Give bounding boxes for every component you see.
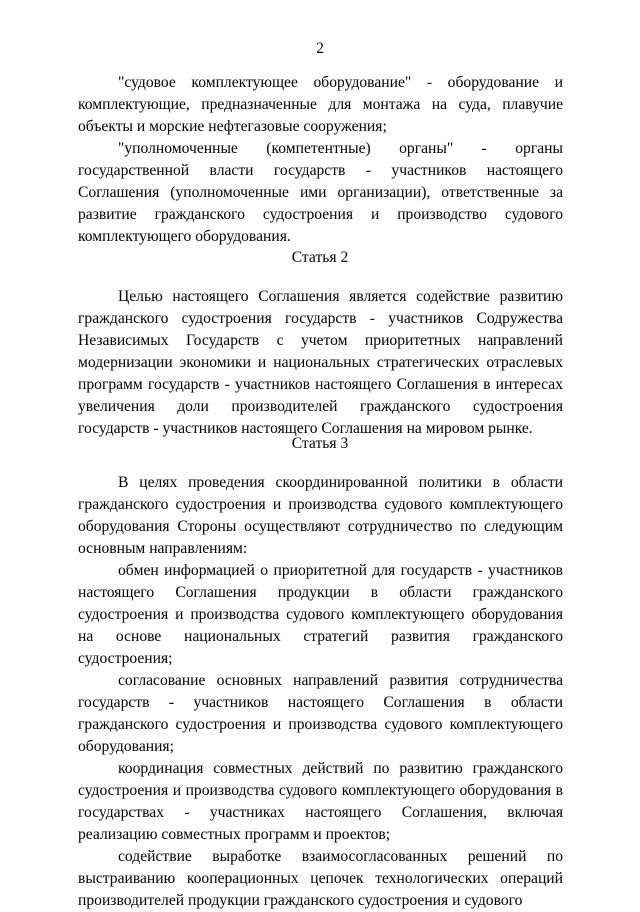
- article-2-heading: Статья 2: [291, 249, 349, 266]
- article-3-heading: Статья 3: [291, 435, 349, 452]
- article-3-item: координация совместных действий по развитию гражданского судостроения и производства судового комплектующего оборудования в государствах - участниках настоящего Соглашения, включая реализацию совместных программ и проектов;: [78, 760, 563, 843]
- definition-authorized-bodies: "уполномоченные (компетентные) органы" - органы государственной власти государств - участников настоящего Соглашения (уполномоченные ими организации), ответственные за развитие гражданского судостроения и производство судового комплектующего оборудования.: [78, 140, 563, 245]
- article-2-body: [78, 286, 563, 440]
- article-2-paragraph: Целью настоящего Соглашения является содействие развитию гражданского судостроения государств - участников Содружества Независимых Государств с учетом приоритетных направлений модернизации экономики и национальных стратегических отраслевых программ государств - участников настоящего Соглашения в интересах увеличения доли производителей гражданского судостроения государств - участников настоящего Соглашения на мировом рынке.: [78, 288, 563, 437]
- article-3-item: содействие выработке взаимосогласованных решений по выстраиванию кооперационных цепочек технологических операций производителей продукции гражданского судостроения и судового: [78, 848, 563, 909]
- article-3-intro: В целях проведения скоординированной политики в области гражданского судостроения и производства судового комплектующего оборудования Стороны осуществляют сотрудничество по следующим основным направлениям:: [78, 474, 563, 557]
- article-3-item: обмен информацией о приоритетной для государств - участников настоящего Соглашения продукции в области гражданского судостроения и производства судового комплектующего оборудования на основе национальных стратегий развития гражданского судостроения;: [78, 562, 563, 667]
- definition-shipboard-equipment: "судовое комплектующее оборудование" - оборудование и комплектующие, предназначенные для монтажа на суда, плавучие объекты и морские нефтегазовые сооружения;: [78, 74, 563, 135]
- definitions-section: [78, 72, 563, 248]
- article-3-body: [78, 472, 563, 912]
- page-number: 2: [316, 40, 324, 57]
- article-3-item: согласование основных направлений развития сотрудничества государств - участников настоящего Соглашения в области гражданского судостроения и производства судового комплектующего оборудования;: [78, 672, 563, 755]
